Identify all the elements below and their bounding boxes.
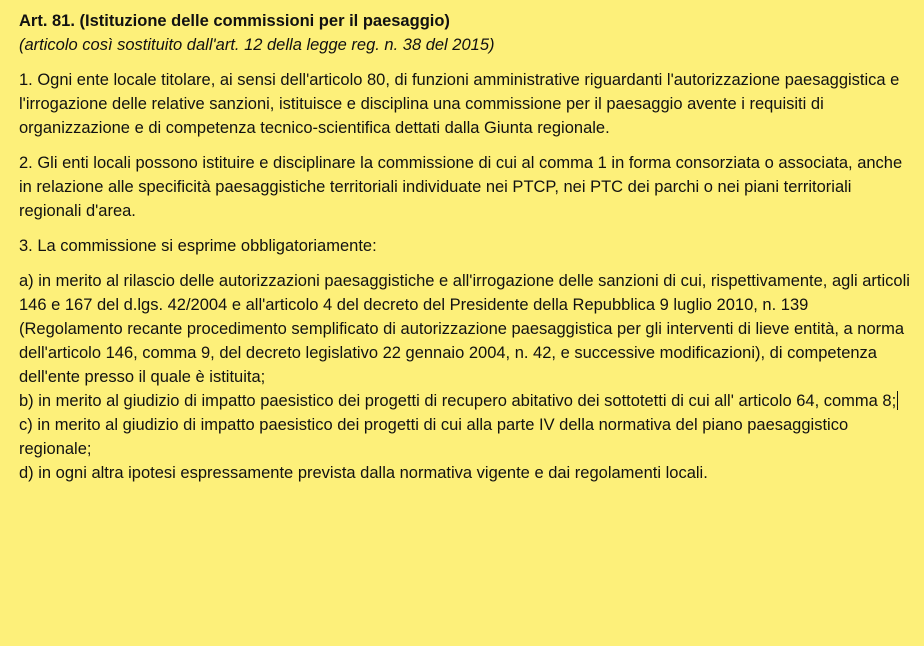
text-cursor	[897, 391, 898, 410]
paragraph-1: 1. Ogni ente locale titolare, ai sensi dell'articolo 80, di funzioni amministrative riguardanti l'autorizzazione paesaggistica e l'irrogazione delle relative sanzioni, istituisce e disciplina una commissione per il paesaggio avente i requisiti di organizzazione e di competenza tecnico-scientifica dettati dalla Giunta regionale.	[19, 71, 900, 137]
article-amendment-note: (articolo così sostituito dall'art. 12 della legge reg. n. 38 del 2015)	[19, 36, 495, 54]
item-list	[19, 269, 914, 485]
list-item-c: c) in merito al giudizio di impatto paesistico dei progetti di cui alla parte IV della normativa del piano paesaggistico regionale;	[19, 416, 849, 458]
paragraph-2: 2. Gli enti locali possono istituire e disciplinare la commissione di cui al comma 1 in forma consorziata o associata, anche in relazione alle specificità paesaggistiche territoriali individuate nei PTCP, nei PTC dei parchi o nei piani territoriali regionali d'area.	[19, 154, 903, 220]
list-item-a: a) in merito al rilascio delle autorizzazioni paesaggistiche e all'irrogazione delle sanzioni di cui, rispettivamente, agli articoli 146 e 167 del d.lgs. 42/2004 e all'articolo 4 del decreto del Presidente della Repubblica 9 luglio 2010, n. 139 (Regolamento recante procedimento semplificato di autorizzazione paesaggistica per gli interventi di lieve entità, a norma dell'articolo 146, comma 9, del decreto legislativo 22 gennaio 2004, n. 42, e successive modificazioni), di competenza dell'ente presso il quale è istituita;	[19, 272, 910, 386]
paragraph-3: 3. La commissione si esprime obbligatoriamente:	[19, 237, 377, 255]
list-item-b-text: b) in merito al giudizio di impatto paesistico dei progetti di recupero abitativo dei sottotetti di cui all' articolo 64, comma 8;	[19, 392, 897, 410]
list-item-b[interactable]	[19, 389, 914, 413]
article-title: Art. 81. (Istituzione delle commissioni per il paesaggio)	[19, 12, 450, 30]
list-item-d: d) in ogni altra ipotesi espressamente prevista dalla normativa vigente e dai regolamenti locali.	[19, 464, 708, 482]
